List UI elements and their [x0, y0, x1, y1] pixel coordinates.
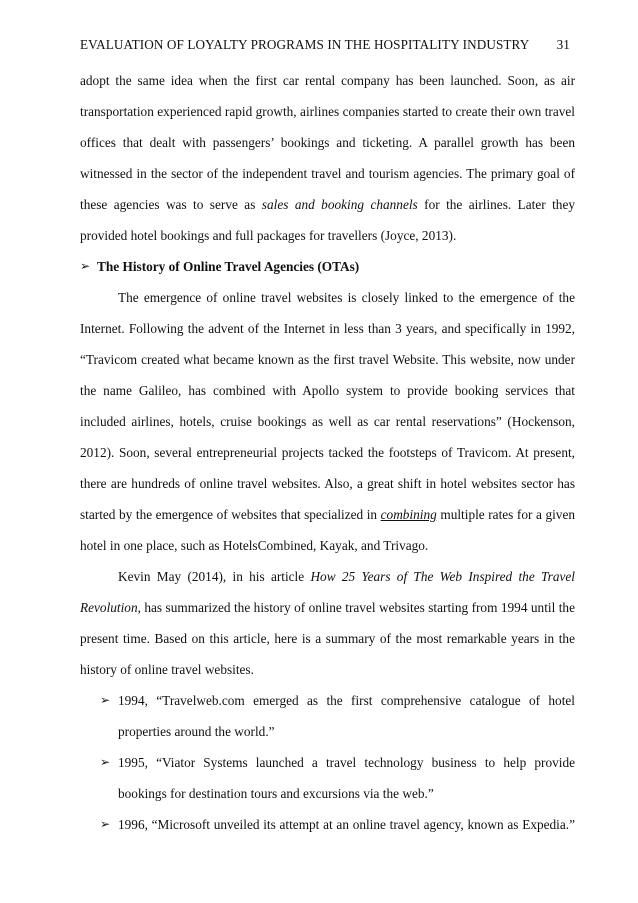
text-line: “Travicom created what became known as the first travel Website. This website, now under — [80, 352, 575, 367]
italic-phrase: sales and booking channels — [261, 197, 418, 212]
text-span: multiple rates for a given — [436, 507, 576, 522]
list-item-text: 1996, “Microsoft unveiled its attempt at an online travel agency, known as Expedia.” — [118, 817, 575, 832]
text-line: The emergence of online travel websites is closely linked to the emergence of the — [118, 290, 575, 305]
list-item — [80, 685, 575, 716]
header-title: EVALUATION OF LOYALTY PROGRAMS IN THE HOSPITALITY INDUSTRY — [80, 37, 530, 52]
list-item-continuation: bookings for destination tours and excursions via the web.” — [118, 786, 434, 801]
list-item-continuation: properties around the world.” — [118, 724, 275, 739]
article-title: How 25 Years of The Web Inspired the Travel — [310, 569, 575, 584]
running-head — [80, 37, 570, 53]
list-item-text: 1994, “Travelweb.com emerged as the first comprehensive catalogue of hotel — [118, 693, 575, 708]
text-line: history of online travel websites. — [80, 662, 254, 677]
arrow-bullet-icon: ➢ — [100, 755, 111, 769]
section-heading — [80, 251, 575, 282]
list-item-text: 1995, “Viator Systems launched a travel technology business to help provide — [118, 755, 575, 770]
list-item — [80, 747, 575, 778]
list-item — [80, 809, 575, 840]
text-span: these agencies was to serve as — [80, 197, 262, 212]
arrow-bullet-icon: ➢ — [100, 693, 111, 707]
text-line: witnessed in the sector of the independent travel and tourism agencies. The primary goal of — [80, 166, 575, 181]
text-span: for the airlines. Later they — [417, 197, 575, 212]
text-span: , has summarized the history of online travel websites starting from 1994 until the — [137, 600, 575, 615]
text-span: Kevin May (2014), in his article — [118, 569, 311, 584]
text-line: the name Galileo, has combined with Apollo system to provide booking services that — [80, 383, 575, 398]
text-line: hotel in one place, such as HotelsCombined, Kayak, and Trivago. — [80, 538, 429, 553]
text-span: started by the emergence of websites that specialized in — [80, 507, 381, 522]
text-line — [80, 189, 575, 220]
text-line: provided hotel bookings and full packages for travellers (Joyce, 2013). — [80, 228, 457, 243]
text-line: transportation experienced rapid growth, airlines companies started to create their own travel — [80, 104, 575, 119]
underlined-phrase: combining — [380, 507, 437, 522]
text-line: 2012). Soon, several entrepreneurial projects tacked the footsteps of Travicom. At present, — [80, 445, 575, 460]
arrow-bullet-icon: ➢ — [80, 259, 91, 273]
text-line — [80, 499, 575, 530]
text-line: offices that dealt with passengers’ bookings and ticketing. A parallel growth has been — [80, 135, 575, 150]
section-heading-text: The History of Online Travel Agencies (OTAs) — [97, 259, 360, 274]
text-line: there are hundreds of online travel websites. Also, a great shift in hotel websites sector has — [80, 476, 575, 491]
text-line — [80, 592, 575, 623]
text-line: included airlines, hotels, cruise bookings as well as car rental reservations” (Hockenson, — [80, 414, 575, 429]
arrow-bullet-icon: ➢ — [100, 817, 111, 831]
page-body — [80, 65, 575, 840]
page-number: 31 — [556, 37, 570, 52]
text-line: Internet. Following the advent of the Internet in less than 3 years, and specifically in 1992, — [80, 321, 575, 336]
text-line: present time. Based on this article, here is a summary of the most remarkable years in the — [80, 631, 575, 646]
article-title: Revolution — [80, 600, 138, 615]
text-line — [80, 561, 575, 592]
text-line: adopt the same idea when the first car rental company has been launched. Soon, as air — [80, 73, 575, 88]
